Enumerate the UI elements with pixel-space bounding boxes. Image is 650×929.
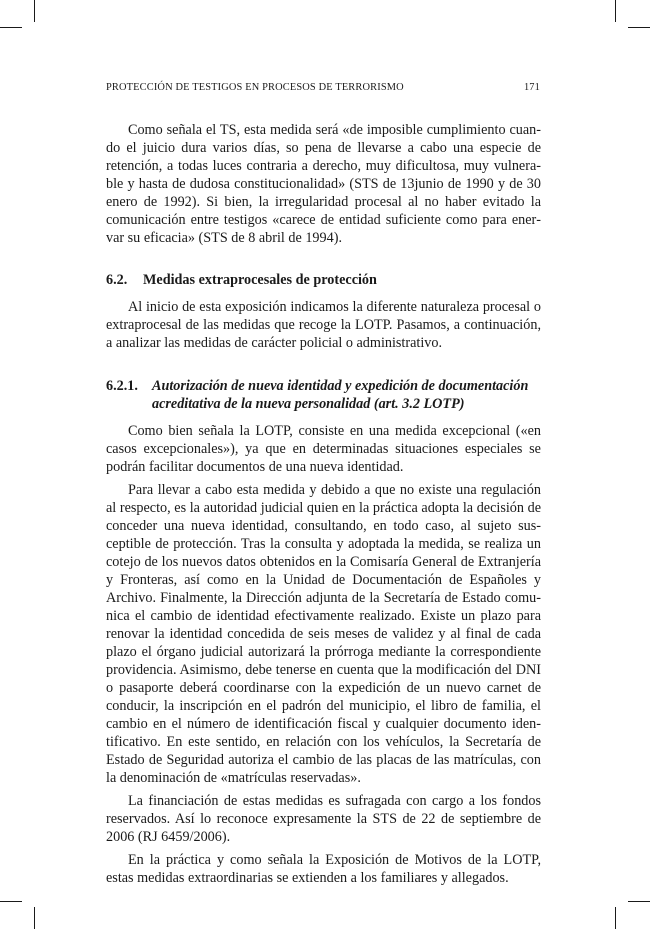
section-6-2-paragraph: Al inicio de esta exposición indicamos la diferente naturaleza procesal o extraprocesal de las medidas que recoge la LOTP. Pasamos, a continuación, a analizar las medidas de carácter policial o administrativo.	[106, 299, 541, 351]
crop-mark-bottom-left	[34, 907, 35, 929]
page-number: 171	[523, 82, 540, 93]
section-heading-6-2	[106, 271, 541, 289]
crop-mark-top-right-h	[628, 27, 650, 28]
crop-mark-top-right	[615, 0, 616, 22]
running-head	[106, 82, 542, 93]
crop-mark-top-left	[34, 0, 35, 22]
crop-mark-top-left-h	[0, 27, 22, 28]
running-title: PROTECCIÓN DE TESTIGOS EN PROCESOS DE TERRORISMO	[106, 82, 404, 93]
crop-mark-bottom-right-h	[628, 901, 650, 902]
subsection-paragraph-1: Como bien señala la LOTP, consiste en una medida excepcional («en casos excepcionales»), ya que en determinadas situaciones especiales se podrán facilitar documentos de una nueva identidad.	[106, 423, 541, 475]
section-number: 6.2.	[106, 272, 128, 288]
section-title: Medidas extraprocesales de protección	[143, 272, 377, 288]
subsection-heading-6-2-1	[106, 377, 541, 413]
subsection-paragraph-3: La financiación de estas medidas es sufragada con cargo a los fondos reservados. Así lo reconoce expresamente la STS de 22 de septiembre de 2006 (RJ 6459/2006).	[106, 793, 541, 845]
intro-paragraph: Como señala el TS, esta medida será «de imposible cumplimiento cuando el juicio dura varios días, so pena de llevarse a cabo una especie de retención, a todas luces contraria a derecho, muy dificultosa, muy vulnerable y hasta de dudosa constitucionalidad» (STS de 13junio de 1990 y de 30 enero de 1992). Si bien, la irregularidad procesal al no haber evitado la comunicación entre testigos «carece de entidad suficiente como para enervar su eficacia» (STS de 8 abril de 1994).	[106, 122, 541, 246]
page-body	[106, 121, 541, 892]
crop-mark-bottom-right	[615, 907, 616, 929]
subsection-paragraph-4: En la práctica y como señala la Exposición de Motivos de la LOTP, estas medidas extraordinarias se extienden a los familiares y allegados.	[106, 852, 541, 886]
crop-mark-bottom-left-h	[0, 901, 22, 902]
subsection-paragraph-2: Para llevar a cabo esta medida y debido a que no existe una regulación al respecto, es la autoridad judicial quien en la práctica adopta la decisión de conceder una nueva identidad, consultando, en todo caso, al sujeto susceptible de protección. Tras la consulta y adoptada la medida, se realiza un cotejo de los nuevos datos obtenidos en la Comisaría General de Extranjería y Fronteras, así como en la Unidad de Documentación de Españoles y Archivo. Finalmente, la Dirección adjunta de la Secretaría de Estado comunica el cambio de identidad efectivamente realizado. Existe un plazo para renovar la identidad concedida de seis meses de validez y al final de cada plazo el órgano judicial autorizará la prórroga mediante la correspondiente providencia. Asimismo, debe tenerse en cuenta que la modificación del DNI o pasaporte deberá coordinarse con la expedición de un nuevo carnet de conducir, la inscripción en el padrón del municipio, el libro de familia, el cambio en el número de identificación fiscal y cualquier documento identificativo. En este sentido, en relación con los vehículos, la Secretaría de Estado de Seguridad autoriza el cambio de las placas de las matrículas, con la denominación de «matrículas reservadas».	[106, 482, 541, 786]
subsection-title: Autorización de nueva identidad y expedición de documentación acreditativa de la nueva personalidad (art. 3.2 LOTP)	[152, 378, 529, 412]
subsection-number: 6.2.1.	[106, 378, 138, 394]
